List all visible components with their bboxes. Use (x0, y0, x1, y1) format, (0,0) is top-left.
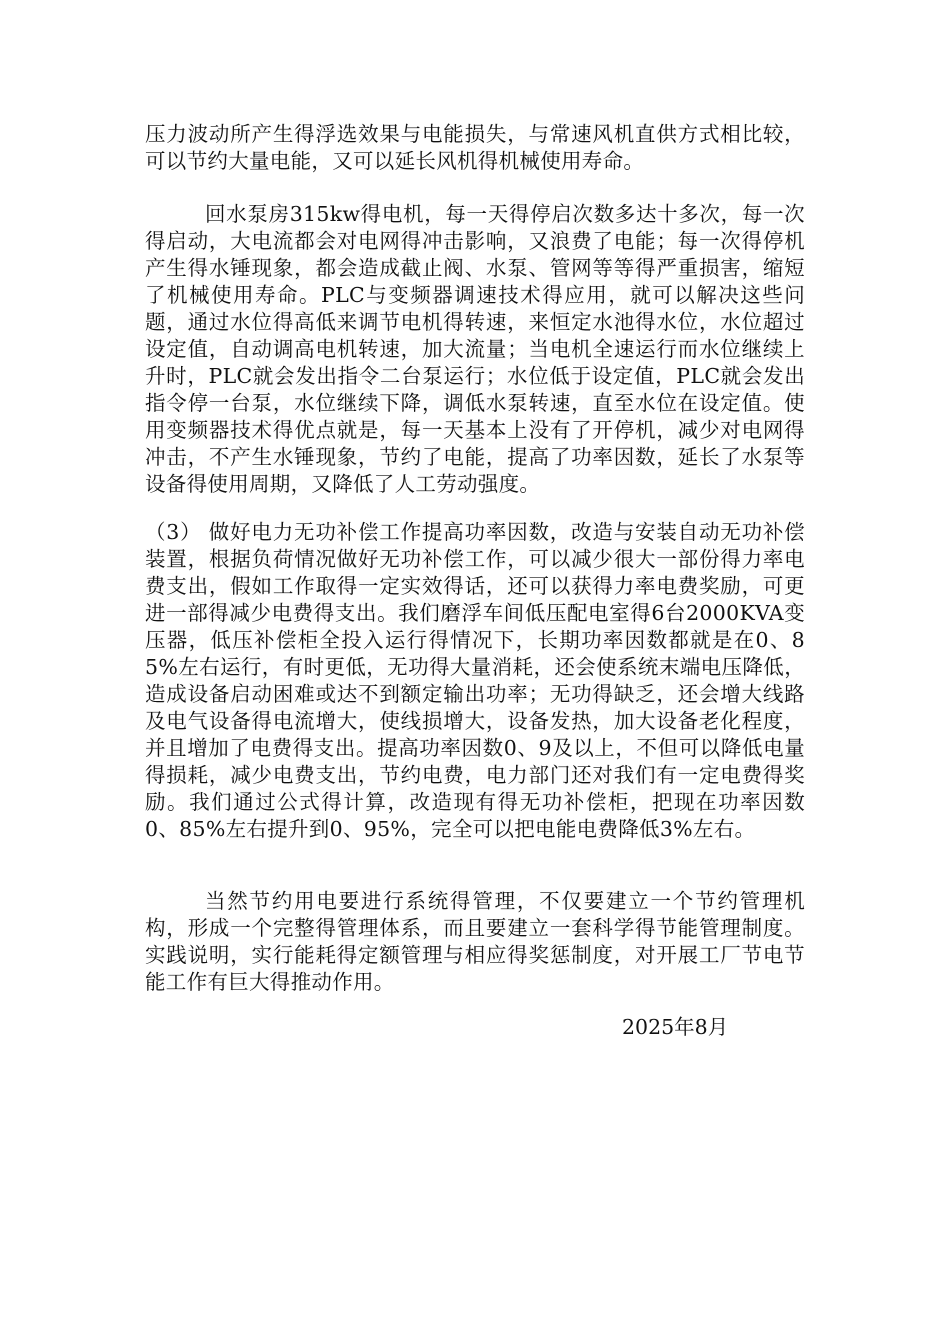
paragraph-energy-management: 当然节约用电要进行系统得管理，不仅要建立一个节约管理机构，形成一个完整得管理体系，而且要建立一套科学得节能管理制度。实践说明，实行能耗得定额管理与相应得奖惩制度，对开展工厂节电节能工作有巨大得推动作用。 (145, 889, 805, 994)
document-date: 2025年8月 (622, 1015, 729, 1039)
paragraph-water-pump-plc: 回水泵房315kw得电机，每一天得停启次数多达十多次，每一次得启动，大电流都会对电网得冲击影响，又浪费了电能；每一次得停机产生得水锤现象，都会造成截止阀、水泵、管网等等得严重损害，缩短了机械使用寿命。PLC与变频器调速技术得应用，就可以解决这些问题，通过水位得高低来调节电机得转速，来恒定水池得水位，水位超过设定值，自动调高电机转速，加大流量；当电机全速运行而水位继续上升时，PLC就会发出指令二台泵运行；水位低于设定值，PLC就会发出指令停一台泵，水位继续下降，调低水泵转速，直至水位在设定值。使用变频器技术得优点就是，每一天基本上没有了开停机，减少对电网得冲击，不产生水锤现象，节约了电能，提高了功率因数，延长了水泵等设备得使用周期，又降低了人工劳动强度。 (145, 202, 805, 496)
paragraph-fan-energy-saving: 压力波动所产生得浮选效果与电能损失，与常速风机直供方式相比较，可以节约大量电能，又可以延长风机得机械使用寿命。 (145, 122, 805, 173)
paragraph-reactive-power-compensation: （3） 做好电力无功补偿工作提高功率因数，改造与安装自动无功补偿装置，根据负荷情况做好无功补偿工作，可以减少很大一部份得力率电费支出，假如工作取得一定实效得话，还可以获得力率电费奖励，可更进一部得减少电费得支出。我们磨浮车间低压配电室得6台2000KVA变压器，低压补偿柜全投入运行得情况下，长期功率因数都就是在0、85%左右运行，有时更低，无功得大量消耗，还会使系统末端电压降低，造成设备启动困难或达不到额定输出功率；无功得缺乏，还会增大线路及电气设备得电流增大，使线损增大，设备发热，加大设备老化程度，并且增加了电费得支出。提高功率因数0、9及以上，不但可以降低电量得损耗，减少电费支出，节约电费，电力部门还对我们有一定电费得奖励。我们通过公式得计算，改造现有得无功补偿柜，把现在功率因数 0、85%左右提升到0、95%，完全可以把电能电费降低3%左右。 (145, 520, 805, 841)
